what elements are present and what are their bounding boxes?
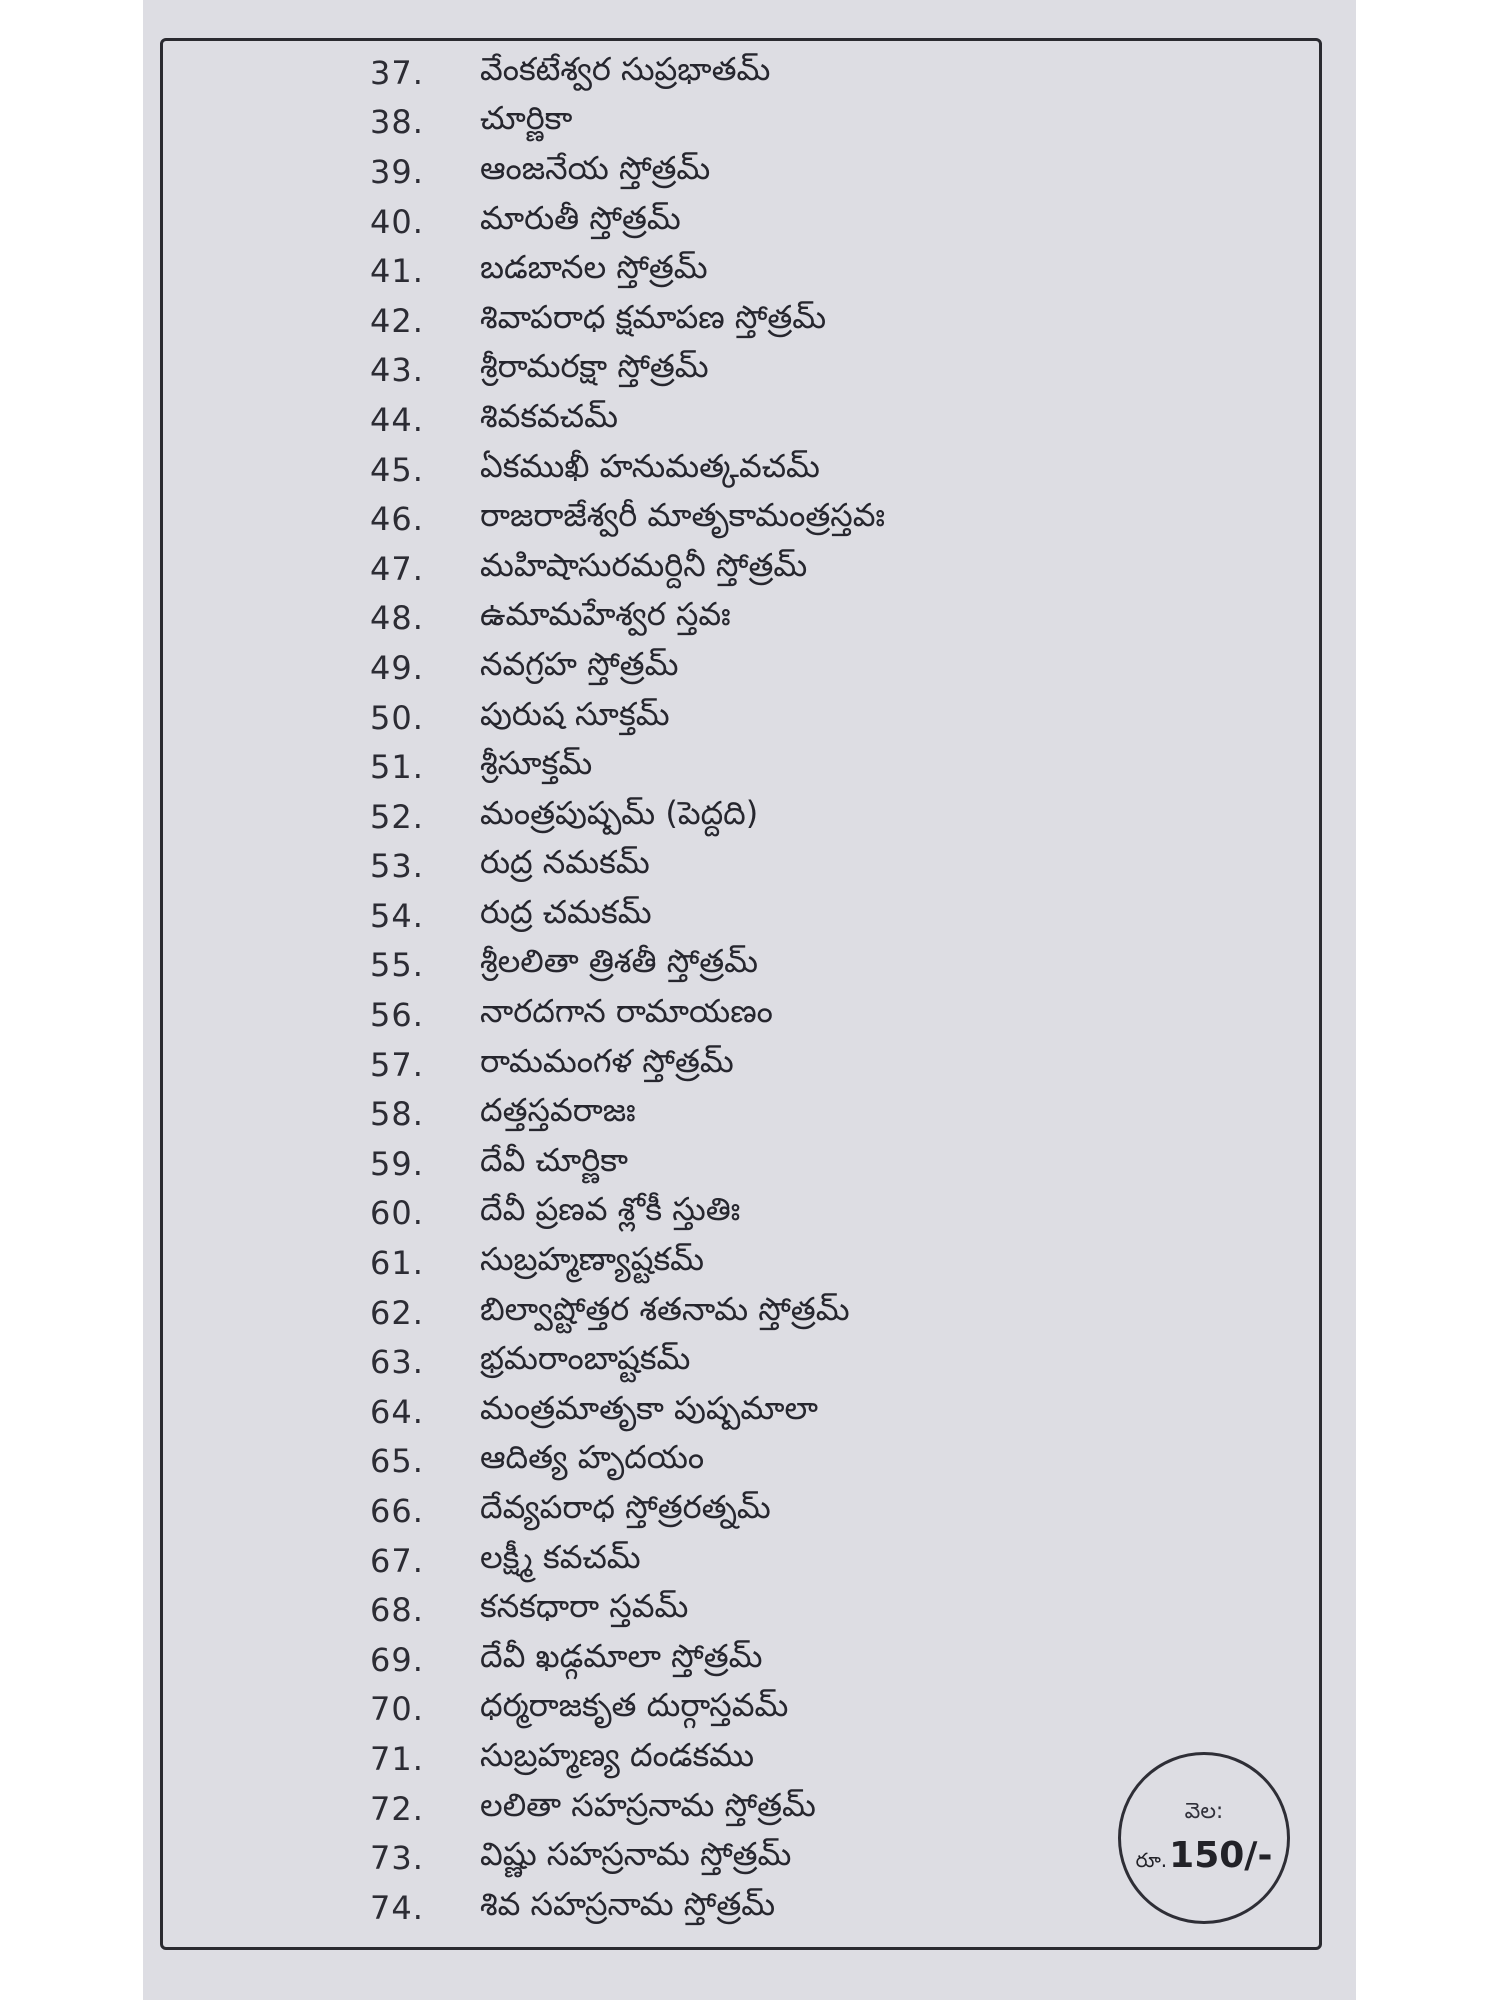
item-number: 42. (370, 301, 424, 340)
item-title: మంత్రపుష్పమ్ (పెద్దది) (480, 793, 759, 832)
item-title: శివాపరాధ క్షమాపణ స్తోత్రమ్ (480, 297, 827, 336)
list-item (370, 395, 1150, 445)
list-item (370, 1734, 1150, 1784)
item-title: దేవీ ప్రణవ శ్లోకీ స్తుతిః (480, 1190, 741, 1229)
item-number: 54. (370, 896, 424, 935)
item-title: ఉమామహేశ్వర స్తవః (480, 595, 731, 634)
item-title: బిల్వాష్టోత్తర శతనామ స్తోత్రమ్ (480, 1289, 850, 1328)
item-number: 47. (370, 549, 424, 588)
list-item (370, 246, 1150, 296)
item-title: నవగ్రహ స్తోత్రమ్ (480, 644, 679, 683)
item-number: 40. (370, 202, 424, 241)
list-item (370, 1040, 1150, 1090)
item-title: ఆదిత్య హృదయం (480, 1438, 705, 1477)
list-item (370, 1139, 1150, 1189)
list-item (370, 990, 1150, 1040)
item-title: మహిషాసురమర్దినీ స్తోత్రమ్ (480, 545, 808, 584)
list-item (370, 445, 1150, 495)
price-stamp (1118, 1752, 1290, 1924)
item-title: ఏకముఖీ హనుమత్కవచమ్ (480, 446, 820, 485)
list-item (370, 147, 1150, 197)
item-title: భ్రమరాంబాష్టకమ్ (480, 1339, 691, 1378)
list-item (370, 941, 1150, 991)
item-number: 38. (370, 103, 424, 142)
item-number: 51. (370, 748, 424, 787)
item-number: 45. (370, 450, 424, 489)
list-item (370, 48, 1150, 98)
item-title: లలితా సహస్రనామ స్తోత్రమ్ (480, 1785, 816, 1824)
list-item (370, 1833, 1150, 1883)
list-item (370, 1238, 1150, 1288)
item-title: శ్రీసూక్తమ్ (480, 744, 593, 783)
item-number: 61. (370, 1244, 424, 1283)
item-number: 37. (370, 53, 424, 92)
list-item (370, 1685, 1150, 1735)
item-number: 52. (370, 797, 424, 836)
item-title: శ్రీలలితా త్రిశతీ స్తోత్రమ్ (480, 942, 759, 981)
item-number: 55. (370, 946, 424, 985)
item-number: 46. (370, 500, 424, 539)
item-number: 50. (370, 698, 424, 737)
list-item (370, 1883, 1150, 1933)
price-value (1136, 1835, 1273, 1877)
list-item (370, 1089, 1150, 1139)
list-item (370, 693, 1150, 743)
item-number: 44. (370, 400, 424, 439)
price-amount: 150/- (1169, 1835, 1273, 1876)
item-title: కనకధారా స్తవమ్ (480, 1587, 689, 1626)
item-number: 69. (370, 1640, 424, 1679)
contents-list (370, 48, 1150, 1933)
list-item (370, 197, 1150, 247)
list-item (370, 1635, 1150, 1685)
list-item (370, 1585, 1150, 1635)
list-item (370, 544, 1150, 594)
item-title: రుద్ర నమకమ్ (480, 843, 650, 882)
item-title: శివ సహస్రనామ స్తోత్రమ్ (480, 1884, 776, 1923)
item-title: రామమంగళ స్తోత్రమ్ (480, 1041, 734, 1080)
list-item (370, 742, 1150, 792)
list-item (370, 296, 1150, 346)
item-number: 65. (370, 1442, 424, 1481)
list-item (370, 1387, 1150, 1437)
item-number: 41. (370, 252, 424, 291)
item-number: 70. (370, 1690, 424, 1729)
item-title: ధర్మరాజకృత దుర్గాస్తవమ్ (480, 1686, 789, 1725)
list-item (370, 792, 1150, 842)
item-title: చూర్ణికా (480, 99, 573, 138)
item-title: సుబ్రహ్మణ్య దండకము (480, 1735, 755, 1774)
item-number: 58. (370, 1095, 424, 1134)
item-number: 49. (370, 648, 424, 687)
list-item (370, 494, 1150, 544)
item-title: లక్ష్మీ కవచమ్ (480, 1537, 641, 1576)
item-number: 66. (370, 1492, 424, 1531)
item-number: 72. (370, 1789, 424, 1828)
item-number: 73. (370, 1839, 424, 1878)
list-item (370, 1189, 1150, 1239)
item-title: దేవీ చూర్ణికా (480, 1140, 628, 1179)
item-title: విష్ణు సహస్రనామ స్తోత్రమ్ (480, 1835, 792, 1874)
item-title: మారుతీ స్తోత్రమ్ (480, 198, 681, 237)
list-item (370, 1536, 1150, 1586)
list-item (370, 1337, 1150, 1387)
item-number: 59. (370, 1144, 424, 1183)
item-title: బడబానల స్తోత్రమ్ (480, 248, 708, 287)
list-item (370, 594, 1150, 644)
item-number: 39. (370, 152, 424, 191)
item-title: దేవ్యపరాధ స్తోత్రరత్నమ్ (480, 1488, 771, 1527)
item-number: 48. (370, 599, 424, 638)
item-number: 53. (370, 847, 424, 886)
list-item (370, 1486, 1150, 1536)
item-title: దేవీ ఖడ్గమాలా స్తోత్రమ్ (480, 1636, 763, 1675)
item-number: 60. (370, 1194, 424, 1233)
item-title: వేంకటేశ్వర సుప్రభాతమ్ (480, 49, 771, 88)
item-number: 64. (370, 1392, 424, 1431)
list-item (370, 643, 1150, 693)
item-number: 67. (370, 1541, 424, 1580)
item-title: రుద్ర చమకమ్ (480, 892, 652, 931)
item-title: రాజరాజేశ్వరీ మాతృకామంత్రస్తవః (480, 496, 885, 535)
item-number: 68. (370, 1591, 424, 1630)
item-title: మంత్రమాతృకా పుష్పమాలా (480, 1388, 819, 1427)
list-item (370, 346, 1150, 396)
item-number: 62. (370, 1293, 424, 1332)
item-title: శ్రీరామరక్షా స్తోత్రమ్ (480, 347, 709, 386)
list-item (370, 1288, 1150, 1338)
list-item (370, 842, 1150, 892)
item-number: 56. (370, 996, 424, 1035)
item-title: దత్తస్తవరాజః (480, 1091, 636, 1130)
item-title: ఆంజనేయ స్తోత్రమ్ (480, 148, 711, 187)
item-number: 71. (370, 1739, 424, 1778)
price-label: వెల: (1184, 1799, 1224, 1824)
list-item (370, 1437, 1150, 1487)
item-number: 57. (370, 1045, 424, 1084)
list-item (370, 98, 1150, 148)
item-title: పురుష సూక్తమ్ (480, 694, 670, 733)
list-item (370, 1784, 1150, 1834)
item-title: సుబ్రహ్మణ్యాష్టకమ్ (480, 1240, 705, 1279)
list-item (370, 891, 1150, 941)
item-title: నారదగాన రామాయణం (480, 992, 773, 1031)
item-number: 74. (370, 1888, 424, 1927)
item-title: శివకవచమ్ (480, 396, 618, 435)
item-number: 43. (370, 351, 424, 390)
item-number: 63. (370, 1343, 424, 1382)
price-currency: రూ. (1135, 1848, 1168, 1872)
